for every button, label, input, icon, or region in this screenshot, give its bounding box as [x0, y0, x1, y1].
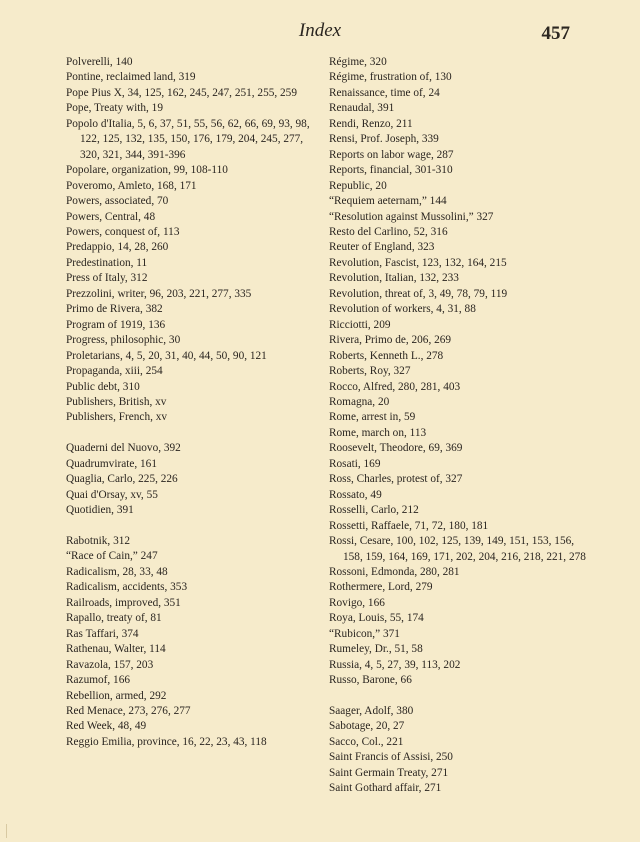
index-entry: Renaissance, time of, 24	[329, 86, 440, 99]
index-entry: Rome, march on, 113	[329, 426, 427, 439]
index-entry: Rabotnik, 312	[66, 535, 131, 548]
index-entry: Press of Italy, 312	[66, 272, 148, 285]
index-entry: Quai d'Orsay, xv, 55	[66, 488, 158, 501]
index-entry: Reports on labor wage, 287	[329, 148, 454, 161]
index-entry: Powers, conquest of, 113	[66, 225, 180, 238]
index-entry: Program of 1919, 136	[66, 318, 166, 331]
index-entry: Powers, associated, 70	[66, 195, 169, 208]
index-entry: Resto del Carlino, 52, 316	[329, 225, 448, 238]
index-entry: Reports, financial, 301-310	[329, 164, 453, 177]
index-entry: Rendi, Renzo, 211	[329, 117, 413, 130]
index-entry: Red Menace, 273, 276, 277	[66, 705, 191, 717]
index-entry: Rosati, 169	[329, 457, 381, 470]
index-entry: Ras Taffari, 374	[66, 627, 139, 640]
index-entry: Rossi, Cesare, 100, 102, 125, 139, 149, 151, 153, 156, 158, 159, 164, 169, 171, 202, 204, 216, 218, 221, 278	[329, 535, 586, 563]
index-entry: Russo, Barone, 66	[329, 674, 412, 687]
index-entry: Reuter of England, 323	[329, 241, 435, 254]
letter-group-gap	[66, 426, 316, 441]
index-entry: Renaudal, 391	[329, 102, 395, 115]
index-entry: Powers, Central, 48	[66, 210, 156, 223]
index-column-right	[329, 55, 591, 797]
index-entry: Russia, 4, 5, 27, 39, 113, 202	[329, 658, 461, 671]
index-entry: Sabotage, 20, 27	[329, 720, 405, 733]
index-entry: Quaglia, Carlo, 225, 226	[66, 473, 178, 486]
index-entry: Primo de Rivera, 382	[66, 303, 163, 316]
index-entry: Red Week, 48, 49	[66, 720, 147, 733]
index-entry: Rovigo, 166	[329, 596, 385, 609]
index-entry: “Race of Cain,” 247	[66, 550, 158, 563]
index-entry: Revolution, Fascist, 123, 132, 164, 215	[329, 256, 507, 269]
index-entry: Public debt, 310	[66, 380, 140, 393]
index-entry: Pontine, reclaimed land, 319	[66, 71, 196, 84]
index-entry: Rocco, Alfred, 280, 281, 403	[329, 380, 461, 393]
index-entry: Razumof, 166	[66, 674, 131, 687]
index-entry: Saager, Adolf, 380	[329, 705, 414, 718]
index-entry: Ravazola, 157, 203	[66, 658, 154, 671]
index-entry: Rosselli, Carlo, 212	[329, 504, 419, 517]
index-entry: Rebellion, armed, 292	[66, 689, 167, 702]
index-entry: Saint Germain Treaty, 271	[329, 766, 449, 779]
page-number: 457	[541, 23, 570, 44]
index-entry: Rathenau, Walter, 114	[66, 643, 166, 656]
index-entry: Popolo d'Italia, 5, 6, 37, 51, 55, 56, 62, 66, 69, 93, 98, 122, 125, 132, 135, 150, 176, 179, 204, 245, 277, 320, 321, 344, 391-396	[66, 117, 310, 161]
index-entry: Rapallo, treaty of, 81	[66, 612, 162, 625]
index-entry: Roya, Louis, 55, 174	[329, 612, 424, 625]
index-entry: Roberts, Roy, 327	[329, 365, 411, 378]
index-entry: Publishers, French, xv	[66, 411, 168, 424]
index-entry: Reggio Emilia, province, 16, 22, 23, 43, 118	[66, 735, 267, 748]
index-entry: Quadrumvirate, 161	[66, 457, 157, 470]
index-entry: Régime, 320	[329, 56, 387, 68]
index-entry: Popolare, organization, 99, 108-110	[66, 164, 228, 177]
letter-group-gap	[66, 519, 316, 534]
index-entry: Rossetti, Raffaele, 71, 72, 180, 181	[329, 519, 489, 532]
index-entry: Revolution, Italian, 132, 233	[329, 272, 459, 285]
index-entry: Predappio, 14, 28, 260	[66, 241, 169, 254]
index-entry: Rensi, Prof. Joseph, 339	[329, 133, 439, 146]
index-entry: Saint Gothard affair, 271	[329, 782, 442, 795]
index-entry: Rome, arrest in, 59	[329, 411, 416, 424]
index-entry: Railroads, improved, 351	[66, 596, 181, 609]
index-entry: Pope Pius X, 34, 125, 162, 245, 247, 251, 255, 259	[66, 86, 297, 99]
index-entry: “Requiem aeternam,” 144	[329, 195, 447, 208]
index-entry: Proletarians, 4, 5, 20, 31, 40, 44, 50, 90, 121	[66, 349, 267, 362]
index-entry: Revolution of workers, 4, 31, 88	[329, 303, 476, 316]
index-entry: Rossato, 49	[329, 488, 382, 501]
index-entry: Ross, Charles, protest of, 327	[329, 473, 463, 486]
index-entry: Sacco, Col., 221	[329, 735, 404, 748]
index-entry: Radicalism, 28, 33, 48	[66, 565, 168, 578]
index-entry: Ricciotti, 209	[329, 318, 391, 331]
scan-artifact-mark	[6, 824, 7, 838]
index-entry: Quaderni del Nuovo, 392	[66, 442, 181, 455]
index-entry: Propaganda, xiii, 254	[66, 365, 163, 378]
index-entry: Rumeley, Dr., 51, 58	[329, 643, 423, 656]
index-entry: Progress, philosophic, 30	[66, 334, 181, 347]
index-entry: Quotidien, 391	[66, 504, 134, 517]
index-entry: Radicalism, accidents, 353	[66, 581, 188, 594]
index-entry: Predestination, 11	[66, 256, 148, 269]
index-entry: Prezzolini, writer, 96, 203, 221, 277, 335	[66, 287, 252, 300]
index-entry: Rivera, Primo de, 206, 269	[329, 334, 452, 347]
index-entry: “Rubicon,” 371	[329, 627, 400, 640]
index-entry: Roberts, Kenneth L., 278	[329, 349, 444, 362]
index-entry: “Resolution against Mussolini,” 327	[329, 210, 494, 223]
index-entry: Romagna, 20	[329, 395, 390, 408]
index-entry: Revolution, threat of, 3, 49, 78, 79, 119	[329, 287, 508, 300]
index-entry: Polverelli, 140	[66, 56, 133, 68]
index-entry: Régime, frustration of, 130	[329, 71, 452, 84]
letter-group-gap	[329, 689, 591, 704]
index-entry: Republic, 20	[329, 179, 387, 192]
index-entry: Rothermere, Lord, 279	[329, 581, 433, 594]
index-entry: Roosevelt, Theodore, 69, 369	[329, 442, 463, 455]
index-column-left	[66, 55, 316, 750]
running-head-title: Index	[298, 20, 342, 41]
index-entry: Saint Francis of Assisi, 250	[329, 751, 453, 764]
index-entry: Rossoni, Edmonda, 280, 281	[329, 565, 460, 578]
index-entry: Poveromo, Amleto, 168, 171	[66, 179, 197, 192]
index-entry: Publishers, British, xv	[66, 395, 167, 408]
index-entry: Pope, Treaty with, 19	[66, 102, 163, 115]
